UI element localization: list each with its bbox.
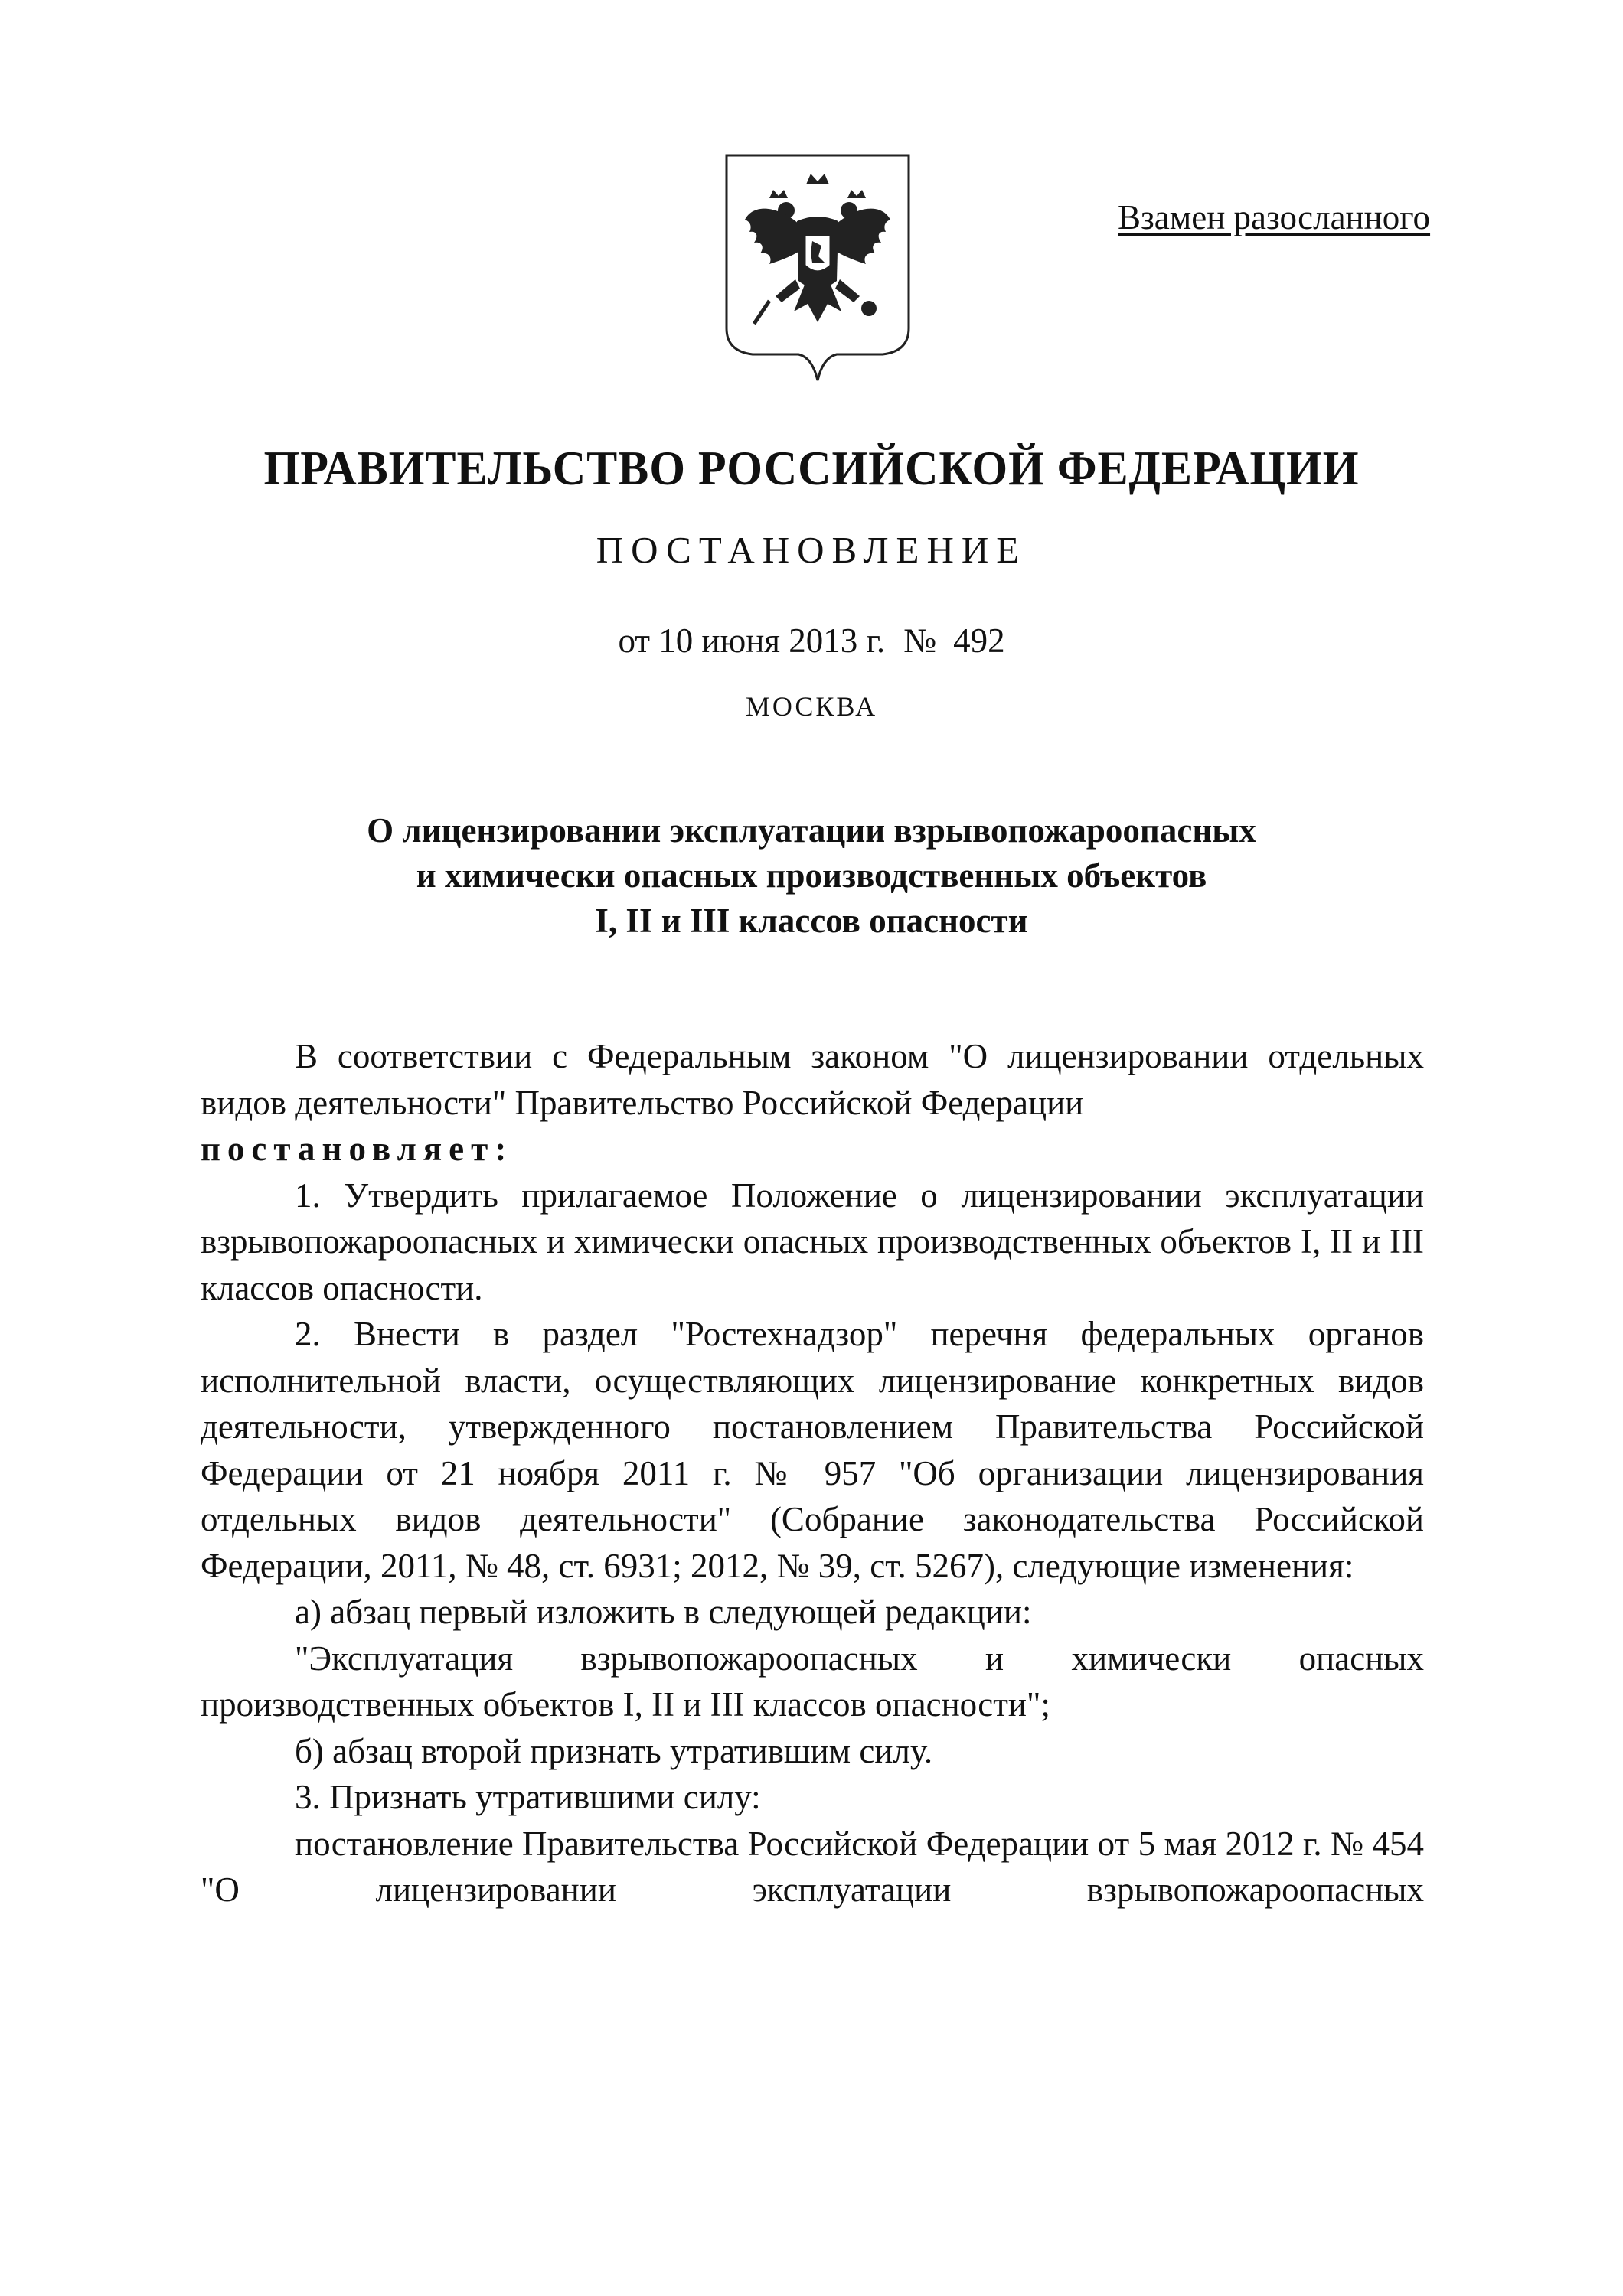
item-3-text-paragraph: постановление Правительства Российской Федерации от 5 мая 2012 г. № 454 "О лицензировании эксплуатации взрывопожароопасных bbox=[201, 1824, 1424, 1909]
organization-name: ПРАВИТЕЛЬСТВО РОССИЙСКОЙ ФЕДЕРАЦИИ bbox=[263, 441, 1360, 495]
decree-word bbox=[201, 1126, 1424, 1172]
decree-keyword: постановляет: bbox=[201, 1130, 514, 1168]
title-line: I, II и III классов опасности bbox=[595, 902, 1028, 940]
document-title bbox=[0, 808, 1623, 944]
document-date: от 10 июня 2013 г. bbox=[618, 621, 886, 660]
title-line: и химически опасных производственных объектов bbox=[416, 856, 1207, 895]
preamble-paragraph: В соответствии с Федеральным законом "О лицензировании отдельных видов деятельности" Правительство Российской Федерации bbox=[201, 1037, 1424, 1122]
title-line: О лицензировании эксплуатации взрывопожароопасных bbox=[367, 811, 1256, 850]
document-body bbox=[201, 1033, 1424, 1913]
item-2-paragraph: 2. Внести в раздел "Ростехнадзор" перечня федеральных органов исполнительной власти, осуществляющих лицензирование конкретных видов деятельности, утвержденного постановлением Правительства Российской Федерации от 21 ноября 2011 г. № 957 "Об организации лицензирования отдельных видов деятельности" (Собрание законодательства Российской Федерации, 2011, № 48, ст. 6931; 2012, № 39, ст. 5267), следующие изменения: bbox=[201, 1315, 1424, 1585]
document-city: МОСКВА bbox=[745, 691, 878, 722]
document-number: 492 bbox=[953, 621, 1005, 660]
coat-of-arms-emblem bbox=[722, 151, 913, 385]
item-2a-quote-paragraph: "Эксплуатация взрывопожароопасных и химически опасных производственных объектов I, II и III классов опасности"; bbox=[201, 1639, 1424, 1724]
replacement-note: Взамен разосланного bbox=[1118, 198, 1431, 236]
item-1-paragraph: 1. Утвердить прилагаемое Положение о лицензировании эксплуатации взрывопожароопасных и химически опасных производственных объектов I, II и III классов опасности. bbox=[201, 1176, 1424, 1307]
document-type: ПОСТАНОВЛЕНИЕ bbox=[596, 529, 1027, 571]
document-date-line bbox=[0, 621, 1623, 660]
item-3-paragraph: 3. Признать утратившими силу: bbox=[295, 1778, 761, 1816]
item-2b-paragraph: б) абзац второй признать утратившим силу. bbox=[295, 1731, 933, 1770]
number-sign: № bbox=[903, 621, 937, 660]
item-2a-paragraph: а) абзац первый изложить в следующей редакции: bbox=[295, 1593, 1032, 1631]
